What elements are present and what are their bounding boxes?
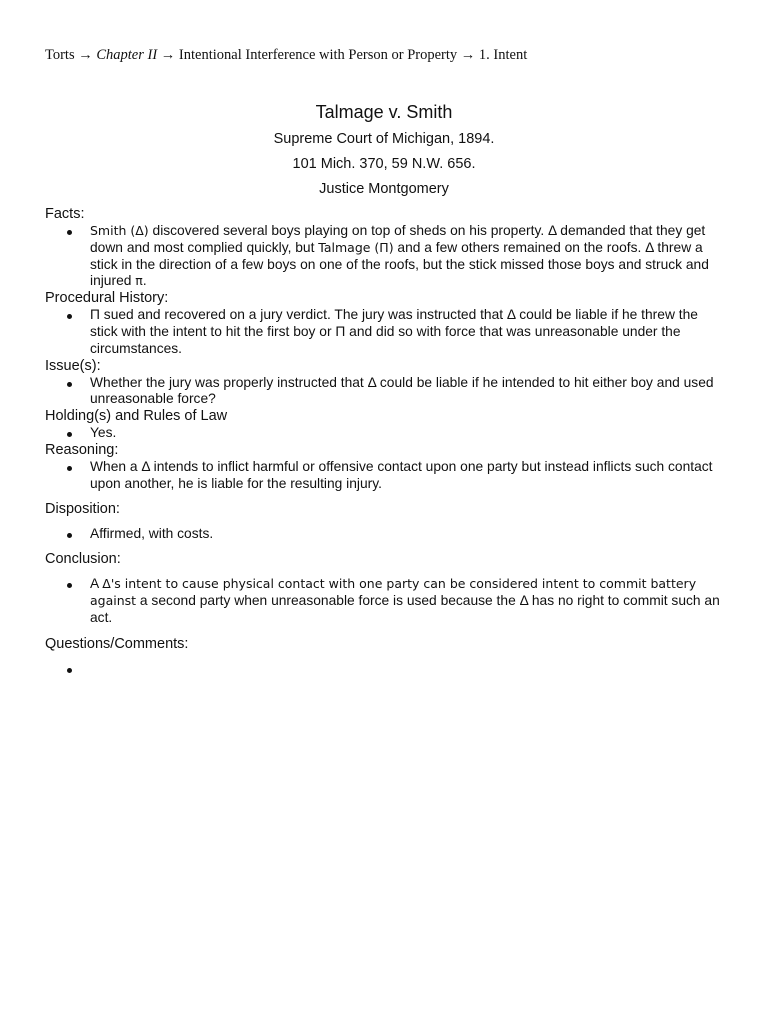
bullet-icon: [67, 382, 72, 387]
bullet-icon: [67, 668, 72, 673]
bullet-icon: [67, 583, 72, 588]
disposition-text: Affirmed, with costs.: [90, 525, 214, 541]
questions-comments-list: [45, 661, 725, 678]
reasoning-bullet: [45, 459, 725, 493]
conclusion-text-1: A: [90, 576, 103, 592]
holding-heading: Holding(s) and Rules of Law: [45, 408, 228, 425]
facts-bullet: [45, 223, 725, 290]
issues-text: Whether the jury was properly instructed that Δ could be liable if he intended to hit either boy and used unreasonable force?: [90, 374, 714, 407]
facts-heading: Facts:: [45, 206, 85, 222]
breadcrumb: [45, 46, 735, 64]
holding-bullet: [45, 425, 725, 442]
procedural-history-list: [45, 307, 725, 357]
holding-text: Yes.: [90, 425, 117, 441]
conclusion-list: [45, 576, 725, 626]
bullet-icon: [67, 466, 72, 471]
facts-plaintiff: Talmage (Π): [318, 239, 394, 255]
facts-text-2: and a few others remained on the roofs. Δ threw a stick in the direction of a few boys on one of the roofs, but the stick missed those boys and struck and injured: [90, 239, 709, 289]
conclusion-text-2: Δ's intent to cause physical contact with one party can be considered intent to commit battery against: [90, 576, 697, 609]
issues-list: [45, 375, 725, 409]
conclusion-heading: Conclusion:: [45, 551, 121, 568]
holding-list: [45, 425, 725, 442]
bullet-icon: [67, 432, 72, 437]
reasoning-heading: Reasoning:: [45, 441, 119, 458]
bullet-icon: [67, 314, 72, 319]
facts-defendant: Smith (Δ): [90, 223, 149, 238]
disposition-list: [45, 526, 725, 543]
case-justice: Justice Montgomery: [319, 181, 449, 197]
facts-text-3: π.: [135, 273, 147, 289]
breadcrumb-part-1: Torts →: [45, 47, 93, 63]
case-header: [0, 100, 768, 204]
reasoning-list: [45, 459, 725, 493]
facts-list: [45, 223, 725, 290]
disposition-heading: Disposition:: [45, 500, 120, 517]
reasoning-text: When a Δ intends to inflict harmful or offensive contact upon one party but instead inflicts such contact upon another, he is liable for the resulting injury.: [90, 458, 713, 491]
breadcrumb-part-2: → Intentional Interference with Person or Property → 1. Intent: [160, 47, 528, 63]
procedural-history-bullet: [45, 307, 725, 357]
bullet-icon: [67, 533, 72, 538]
case-citation: 101 Mich. 370, 59 N.W. 656.: [292, 156, 476, 172]
bullet-icon: [67, 230, 72, 235]
disposition-bullet: [45, 526, 725, 543]
procedural-history-text: Π sued and recovered on a jury verdict. The jury was instructed that Δ could be liable if he threw the stick with the intent to hit the first boy or Π and did so with force that was unreasonable under the circumstances.: [90, 307, 698, 356]
case-title: Talmage v. Smith: [315, 102, 453, 122]
breadcrumb-chapter: Chapter II: [96, 47, 158, 63]
questions-comments-heading: Questions/Comments:: [45, 635, 189, 652]
issues-heading: Issue(s):: [45, 357, 101, 374]
conclusion-text-3: a second party when unreasonable force is used because the Δ has no right to commit such an act.: [90, 593, 720, 625]
case-brief-body: [45, 206, 725, 678]
questions-comments-bullet: [45, 661, 725, 678]
issues-bullet: [45, 375, 725, 409]
facts-text-1: discovered several boys playing on top of sheds on his property. Δ demanded that they get down and most complied quickly, but: [90, 223, 706, 255]
procedural-history-heading: Procedural History:: [45, 290, 169, 307]
conclusion-bullet: [45, 576, 725, 626]
case-court: Supreme Court of Michigan, 1894.: [273, 131, 495, 147]
